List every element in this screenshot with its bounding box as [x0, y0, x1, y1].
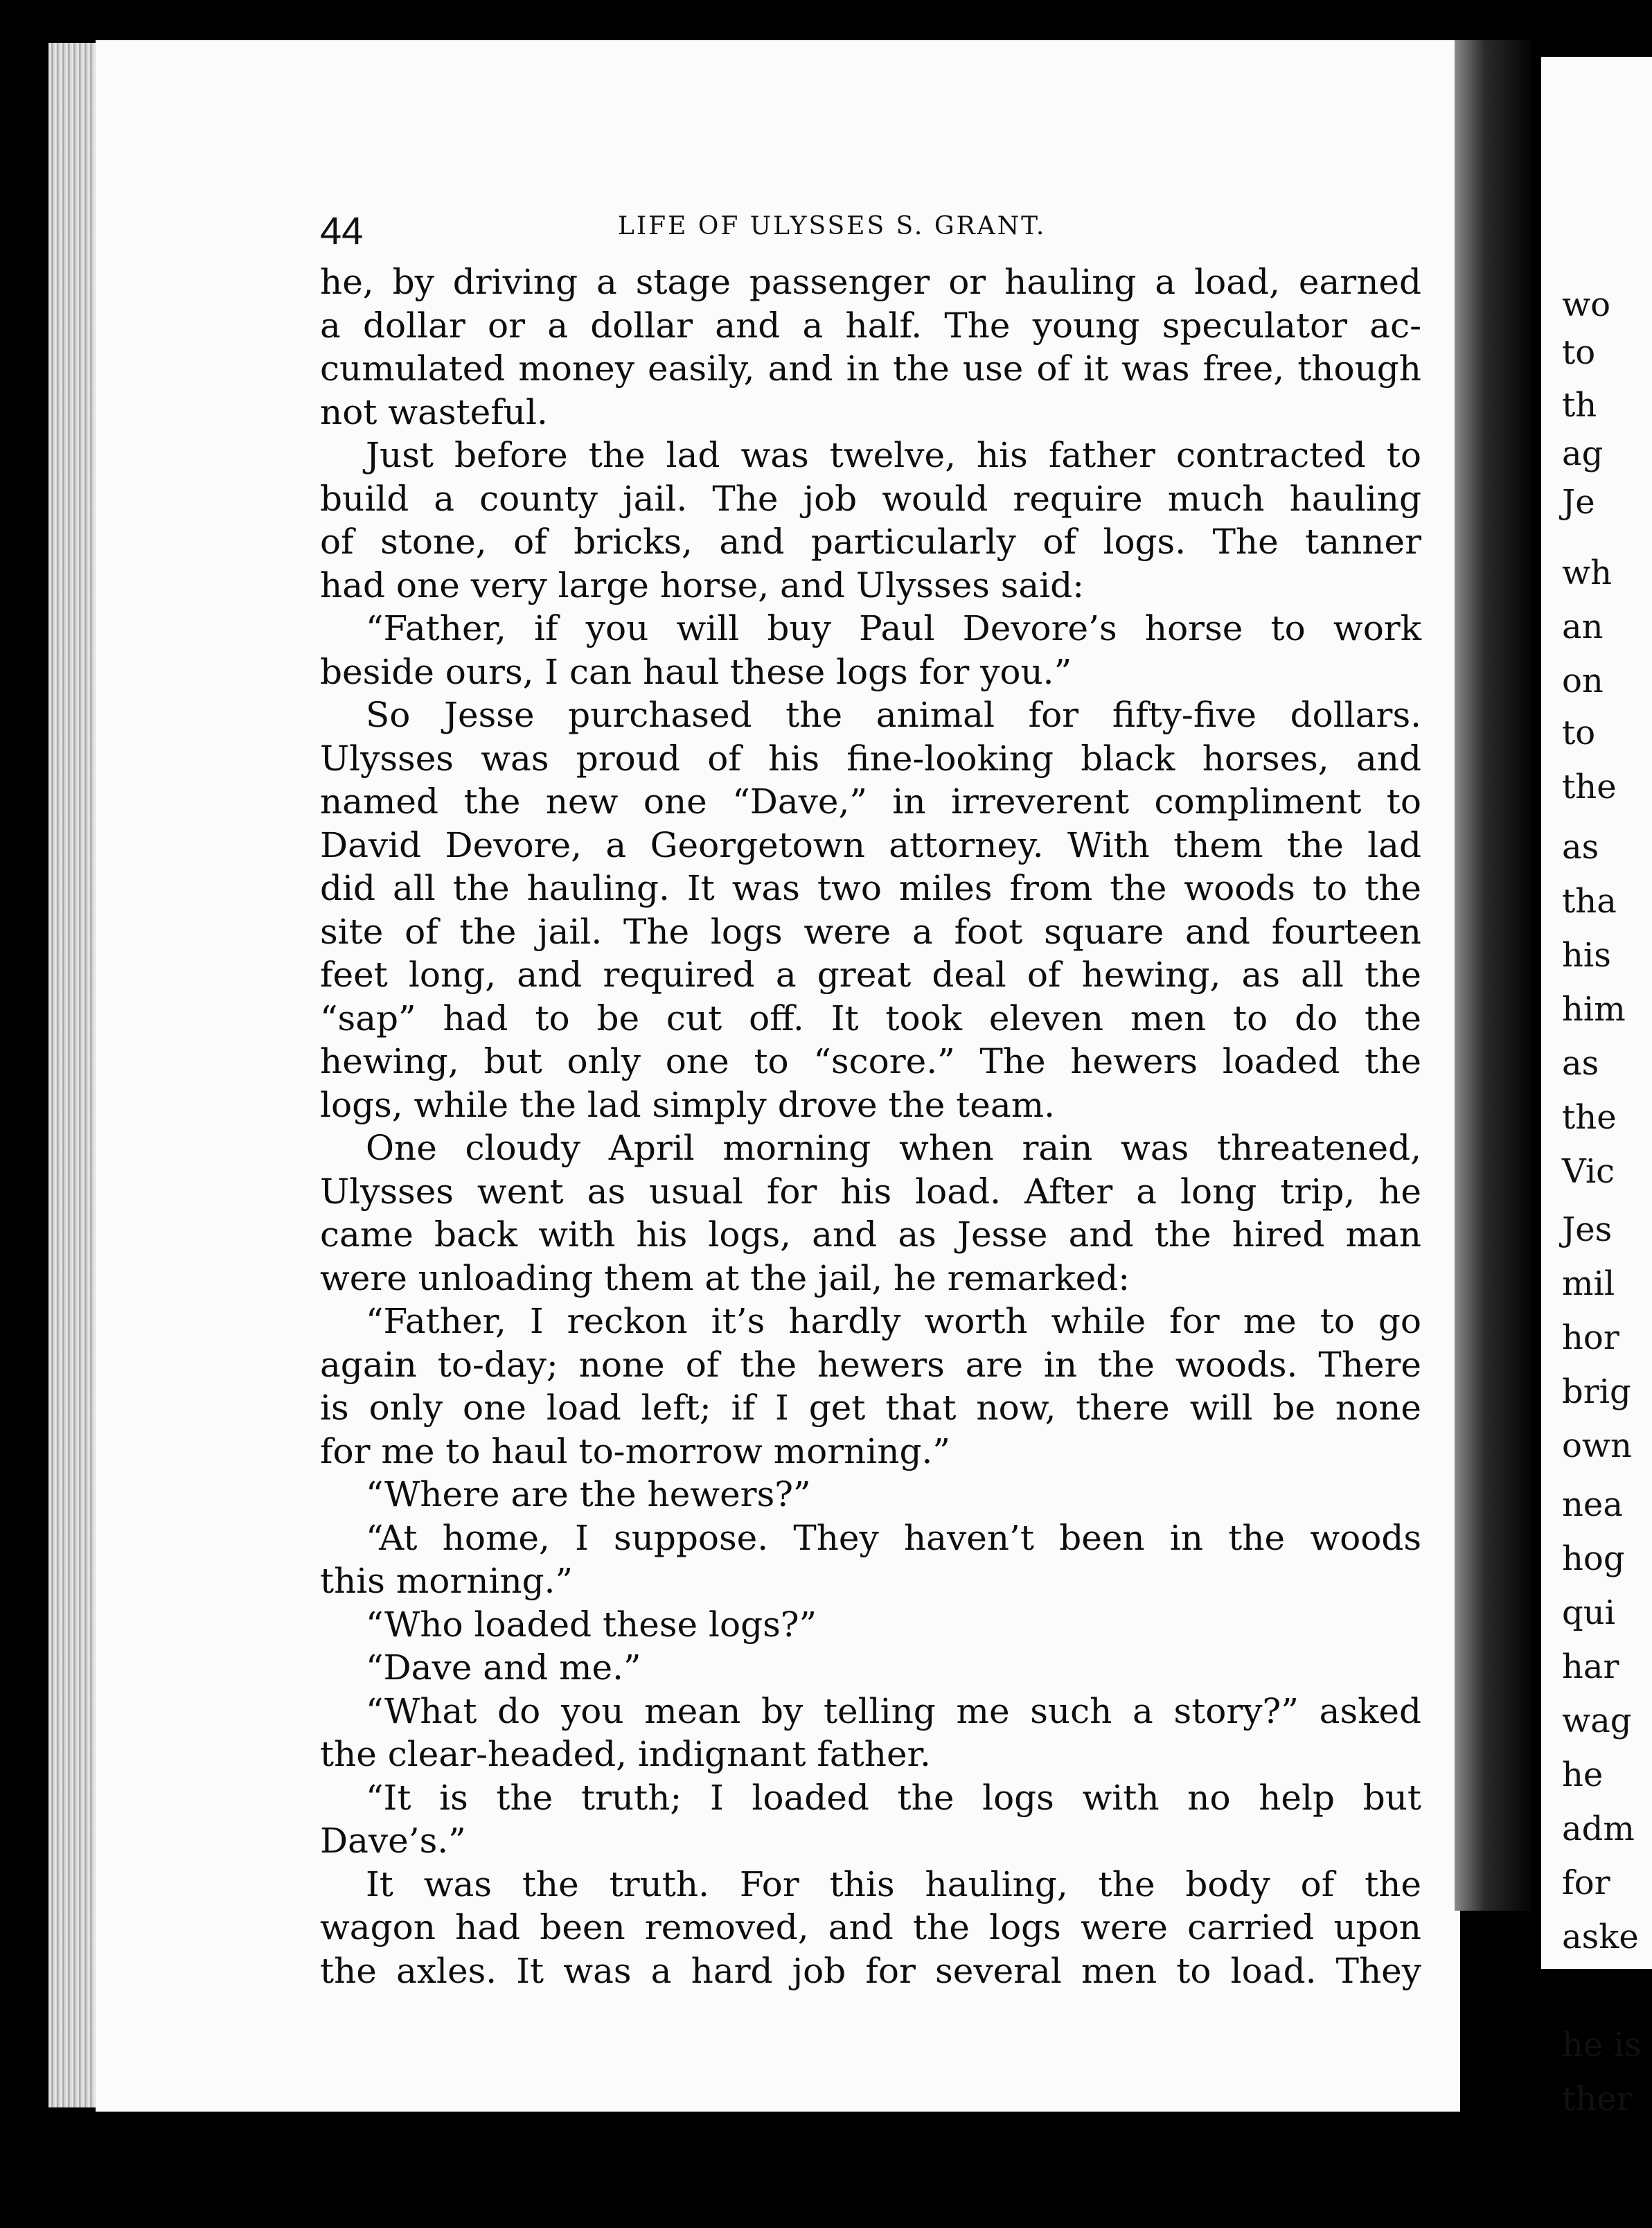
- text-line: “What do you mean by telling me such a story?” asked: [366, 1690, 1421, 1731]
- facing-page-text: to: [1562, 333, 1596, 372]
- text-line: the clear-headed, indignant father.: [320, 1734, 931, 1774]
- text-line: for me to haul to-morrow morning.”: [320, 1431, 950, 1471]
- text-line: he, by driving a stage passenger or hauling a load, earned: [320, 262, 1421, 302]
- facing-page-text: wag: [1562, 1701, 1632, 1740]
- text-line: David Devore, a Georgetown attorney. With them the lad: [320, 824, 1421, 865]
- facing-page-text: har: [1562, 1647, 1619, 1686]
- facing-page-text: brig: [1562, 1372, 1631, 1412]
- page-number: 44: [320, 209, 364, 252]
- text-line: “At home, I suppose. They haven’t been in the woods: [366, 1517, 1421, 1558]
- text-line: were unloading them at the jail, he remarked:: [320, 1257, 1130, 1298]
- facing-page-text: adm: [1562, 1809, 1635, 1848]
- facing-page-text: the: [1562, 767, 1617, 806]
- text-line: of stone, of bricks, and particularly of logs. The tanner: [320, 522, 1421, 562]
- facing-page-text: wo: [1562, 285, 1610, 324]
- text-line: the axles. It was a hard job for several men to load. They: [320, 1950, 1421, 1991]
- facing-page-text: th: [1562, 386, 1597, 425]
- text-line: “sap” had to be cut off. It took eleven men to do the: [320, 998, 1421, 1038]
- text-line: named the new one “Dave,” in irreverent compliment to: [320, 781, 1421, 822]
- facing-page-text: as: [1562, 1044, 1599, 1084]
- text-line: is only one load left; if I get that now, there will be none: [320, 1388, 1421, 1428]
- facing-page-text: his: [1562, 936, 1611, 975]
- text-line: One cloudy April morning when rain was threatened,: [366, 1128, 1421, 1168]
- text-line: feet long, and required a great deal of hewing, as all the: [320, 955, 1421, 995]
- text-line: “Father, I reckon it’s hardly worth while for me to go: [366, 1301, 1421, 1341]
- text-line: had one very large horse, and Ulysses said:: [320, 565, 1085, 605]
- text-line: cumulated money easily, and in the use of it was free, though: [320, 348, 1421, 389]
- text-line: build a county jail. The job would require much hauling: [320, 478, 1421, 519]
- facing-page-text: own: [1562, 1426, 1632, 1466]
- text-line: this morning.”: [320, 1561, 574, 1601]
- facing-page-text: Jes: [1562, 1210, 1613, 1250]
- facing-page-text: the: [1562, 1098, 1617, 1138]
- text-line: again to-day; none of the hewers are in the woods. There: [320, 1344, 1421, 1385]
- facing-page-text: qui: [1562, 1593, 1615, 1632]
- text-line: Dave’s.”: [320, 1821, 466, 1861]
- text-line: wagon had been removed, and the logs were carried upon: [320, 1907, 1421, 1947]
- facing-page-text: Je: [1562, 483, 1595, 522]
- body-text: [320, 260, 1421, 1992]
- facing-page-text: wh: [1562, 553, 1612, 592]
- facing-page-text: ther: [1562, 2079, 1633, 2119]
- facing-page-text: hog: [1562, 1539, 1625, 1578]
- text-line: “Father, if you will buy Paul Devore’s horse to work: [366, 608, 1421, 648]
- text-line: not wasteful.: [320, 391, 548, 432]
- text-line: Ulysses was proud of his fine-looking black horses, and: [320, 738, 1421, 779]
- facing-page-text: on: [1562, 661, 1604, 700]
- facing-page-text: ag: [1562, 434, 1604, 474]
- facing-page-text: he is: [1562, 2025, 1642, 2065]
- page-header: [320, 208, 1421, 263]
- text-line: “It is the truth; I loaded the logs with no help but: [366, 1777, 1421, 1818]
- facing-page-text: aske: [1562, 1917, 1639, 1956]
- running-title: LIFE OF ULYSSES S. GRANT.: [618, 212, 1047, 240]
- book-gutter-shadow: [1455, 40, 1531, 1911]
- text-line: came back with his logs, and as Jesse and the hired man: [320, 1214, 1421, 1255]
- facing-page-text: Vic: [1562, 1152, 1615, 1192]
- text-line: hewing, but only one to “score.” The hewers loaded the: [320, 1041, 1421, 1081]
- page-edges: [48, 43, 97, 2107]
- facing-page-text: he: [1562, 1755, 1604, 1794]
- facing-page-text: him: [1562, 990, 1626, 1029]
- facing-page-text: mil: [1562, 1264, 1615, 1304]
- facing-page-fragment: [1541, 57, 1652, 2119]
- text-line: “Who loaded these logs?”: [366, 1604, 817, 1645]
- text-line: did all the hauling. It was two miles from the woods to the: [320, 868, 1421, 908]
- facing-page-text: an: [1562, 607, 1604, 646]
- facing-page-text: nea: [1562, 1485, 1623, 1524]
- facing-page-text: tha: [1562, 882, 1617, 921]
- text-line: logs, while the lad simply drove the team.: [320, 1084, 1056, 1125]
- facing-page-text: hor: [1562, 1318, 1619, 1358]
- text-line: site of the jail. The logs were a foot square and fourteen: [320, 911, 1421, 952]
- text-line: a dollar or a dollar and a half. The young speculator ac-: [320, 305, 1421, 346]
- text-line: beside ours, I can haul these logs for you.”: [320, 651, 1072, 692]
- facing-page-text: to: [1562, 713, 1596, 752]
- facing-page-text: as: [1562, 828, 1599, 867]
- text-line: So Jesse purchased the animal for fifty-five dollars.: [366, 695, 1421, 735]
- text-line: Just before the lad was twelve, his father contracted to: [366, 435, 1421, 475]
- facing-page-text: for: [1562, 1863, 1610, 1902]
- text-line: “Where are the hewers?”: [366, 1474, 811, 1514]
- text-line: Ulysses went as usual for his load. After a long trip, he: [320, 1171, 1421, 1212]
- text-line: It was the truth. For this hauling, the body of the: [366, 1864, 1421, 1904]
- text-line: “Dave and me.”: [366, 1647, 641, 1688]
